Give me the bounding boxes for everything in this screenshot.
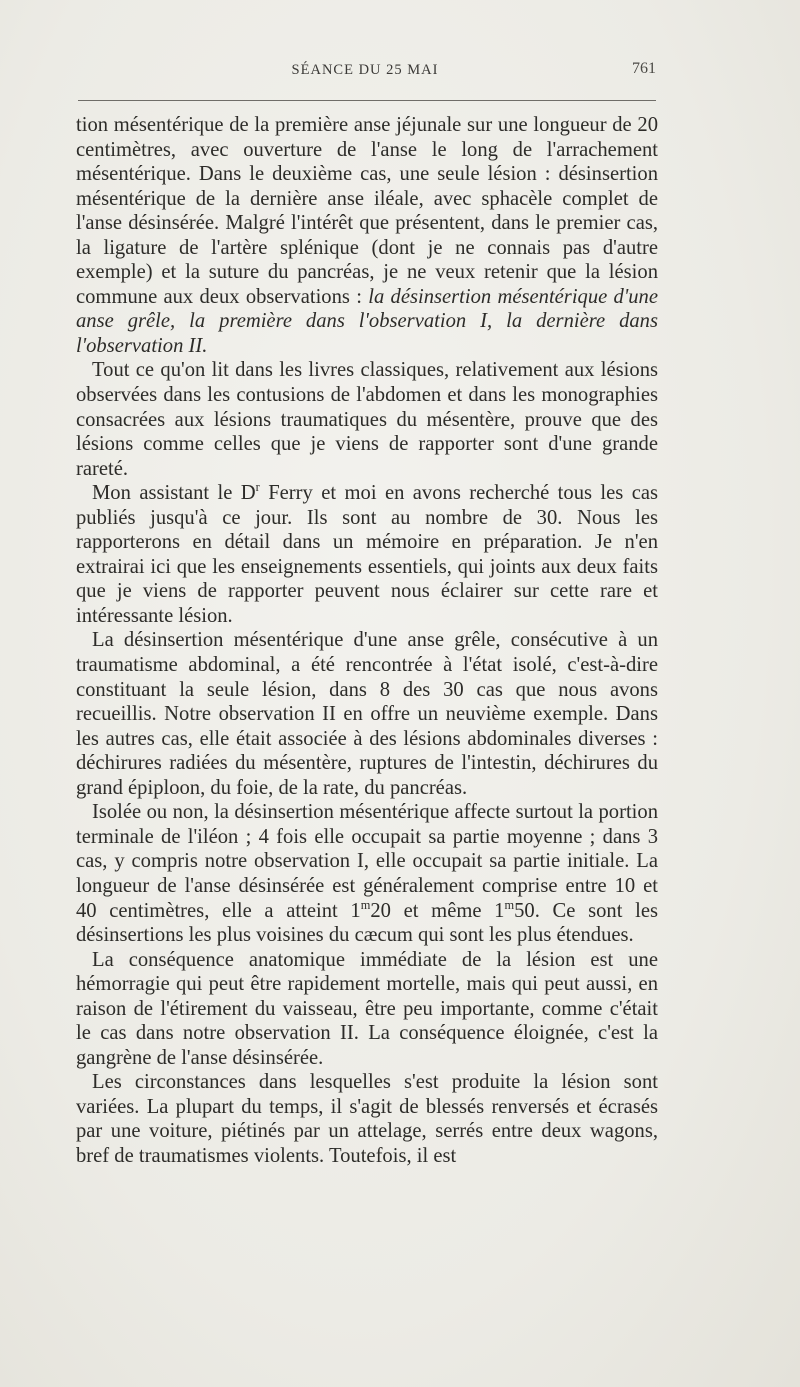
superscript: r xyxy=(255,480,260,495)
running-title: SÉANCE DU 25 MAI xyxy=(291,62,439,78)
page-number: 761 xyxy=(632,60,656,77)
paragraph xyxy=(76,358,658,481)
superscript: m xyxy=(360,897,371,912)
text-segment: 20 et même 1 xyxy=(370,899,505,922)
text-segment: La désinsertion mésentérique d'une anse grêle, consécutive à un traumatisme abdominal, a été rencontrée à l'état isolé, c'est-à-dire constituant la seule lésion, dans 8 des 30 cas que nous avons recueillis. Notre observation II en offre un neuvième exemple. Dans les autres cas, elle était associée à des lésions abdominales diverses : déchirures radiées du mésentère, ruptures de l'intestin, déchirures du grand épiploon, du foie, de la rate, du pancréas. xyxy=(76,629,658,799)
paragraph xyxy=(76,113,658,358)
superscript: m xyxy=(504,897,515,912)
text-segment: La conséquence anatomique immédiate de la lésion est une hémorragie qui peut être rapidement mortelle, mais qui peut aussi, en raison de l'étirement du vaisseau, être peu importante, comme c'était le cas dans notre observation II. La conséquence éloignée, c'est la gangrène de l'anse désinsérée. xyxy=(76,948,658,1069)
text-segment: Les circonstances dans lesquelles s'est produite la lésion sont variées. La plupart du temps, il s'agit de blessés renversés et écrasés par une voiture, piétinés par un attelage, serrés entre deux wagons, bref de traumatismes violents. Toutefois, il est xyxy=(76,1071,658,1167)
header-rule xyxy=(78,100,656,101)
text-segment: Mon assistant le D xyxy=(92,482,256,505)
paragraph xyxy=(76,1070,658,1168)
paragraph xyxy=(76,481,658,628)
italic-text: la désinsertion mésentérique d'une anse grêle, la première dans l'observation I, la dernière dans l'observation II. xyxy=(76,285,658,357)
text-segment: 50. Ce sont les désinsertions les plus voisines du cæcum qui sont les plus étendues. xyxy=(76,899,658,947)
text-segment: Ferry et moi en avons recherché tous les cas publiés jusqu'à ce jour. Ils sont au nombre de 30. Nous les rapporterons en détail dans un mémoire en préparation. Je n'en extrairai ici que les enseignements essentiels, qui joints aux deux faits que je viens de rapporter peuvent nous éclairer sur cette rare et intéressante lésion. xyxy=(76,482,659,627)
text-segment: Tout ce qu'on lit dans les livres classiques, relativement aux lésions observées dans les contusions de l'abdomen et dans les monographies consacrées aux lésions traumatiques du mésentère, prouve que des lésions comme celles que je viens de rapporter sont d'une grande rareté. xyxy=(76,359,658,480)
body-text xyxy=(76,113,658,1169)
paragraph xyxy=(76,628,658,800)
paragraph xyxy=(76,800,658,947)
text-segment: Isolée ou non, la désinsertion mésentérique affecte surtout la portion terminale de l'iléon ; 4 fois elle occupait sa partie moyenne ; dans 3 cas, y compris notre observation I, elle occupait sa partie initiale. La longueur de l'anse désinsérée est généralement comprise entre 10 et 40 centimètres, elle a atteint 1 xyxy=(76,801,658,922)
paragraph xyxy=(76,948,658,1071)
page-header xyxy=(78,60,656,86)
text-segment: tion mésentérique de la première anse jéjunale sur une longueur de 20 centimètres, avec ouverture de l'anse le long de l'arrachement mésentérique. Dans le deuxième cas, une seule lésion : désinsertion mésentérique de la dernière anse iléale, avec sphacèle complet de l'anse désinsérée. Malgré l'intérêt que présentent, dans le premier cas, la ligature de l'artère splénique (dont je ne connais pas d'autre exemple) et la suture du pancréas, je ne veux retenir que la lésion commune aux deux observations : xyxy=(76,114,658,308)
